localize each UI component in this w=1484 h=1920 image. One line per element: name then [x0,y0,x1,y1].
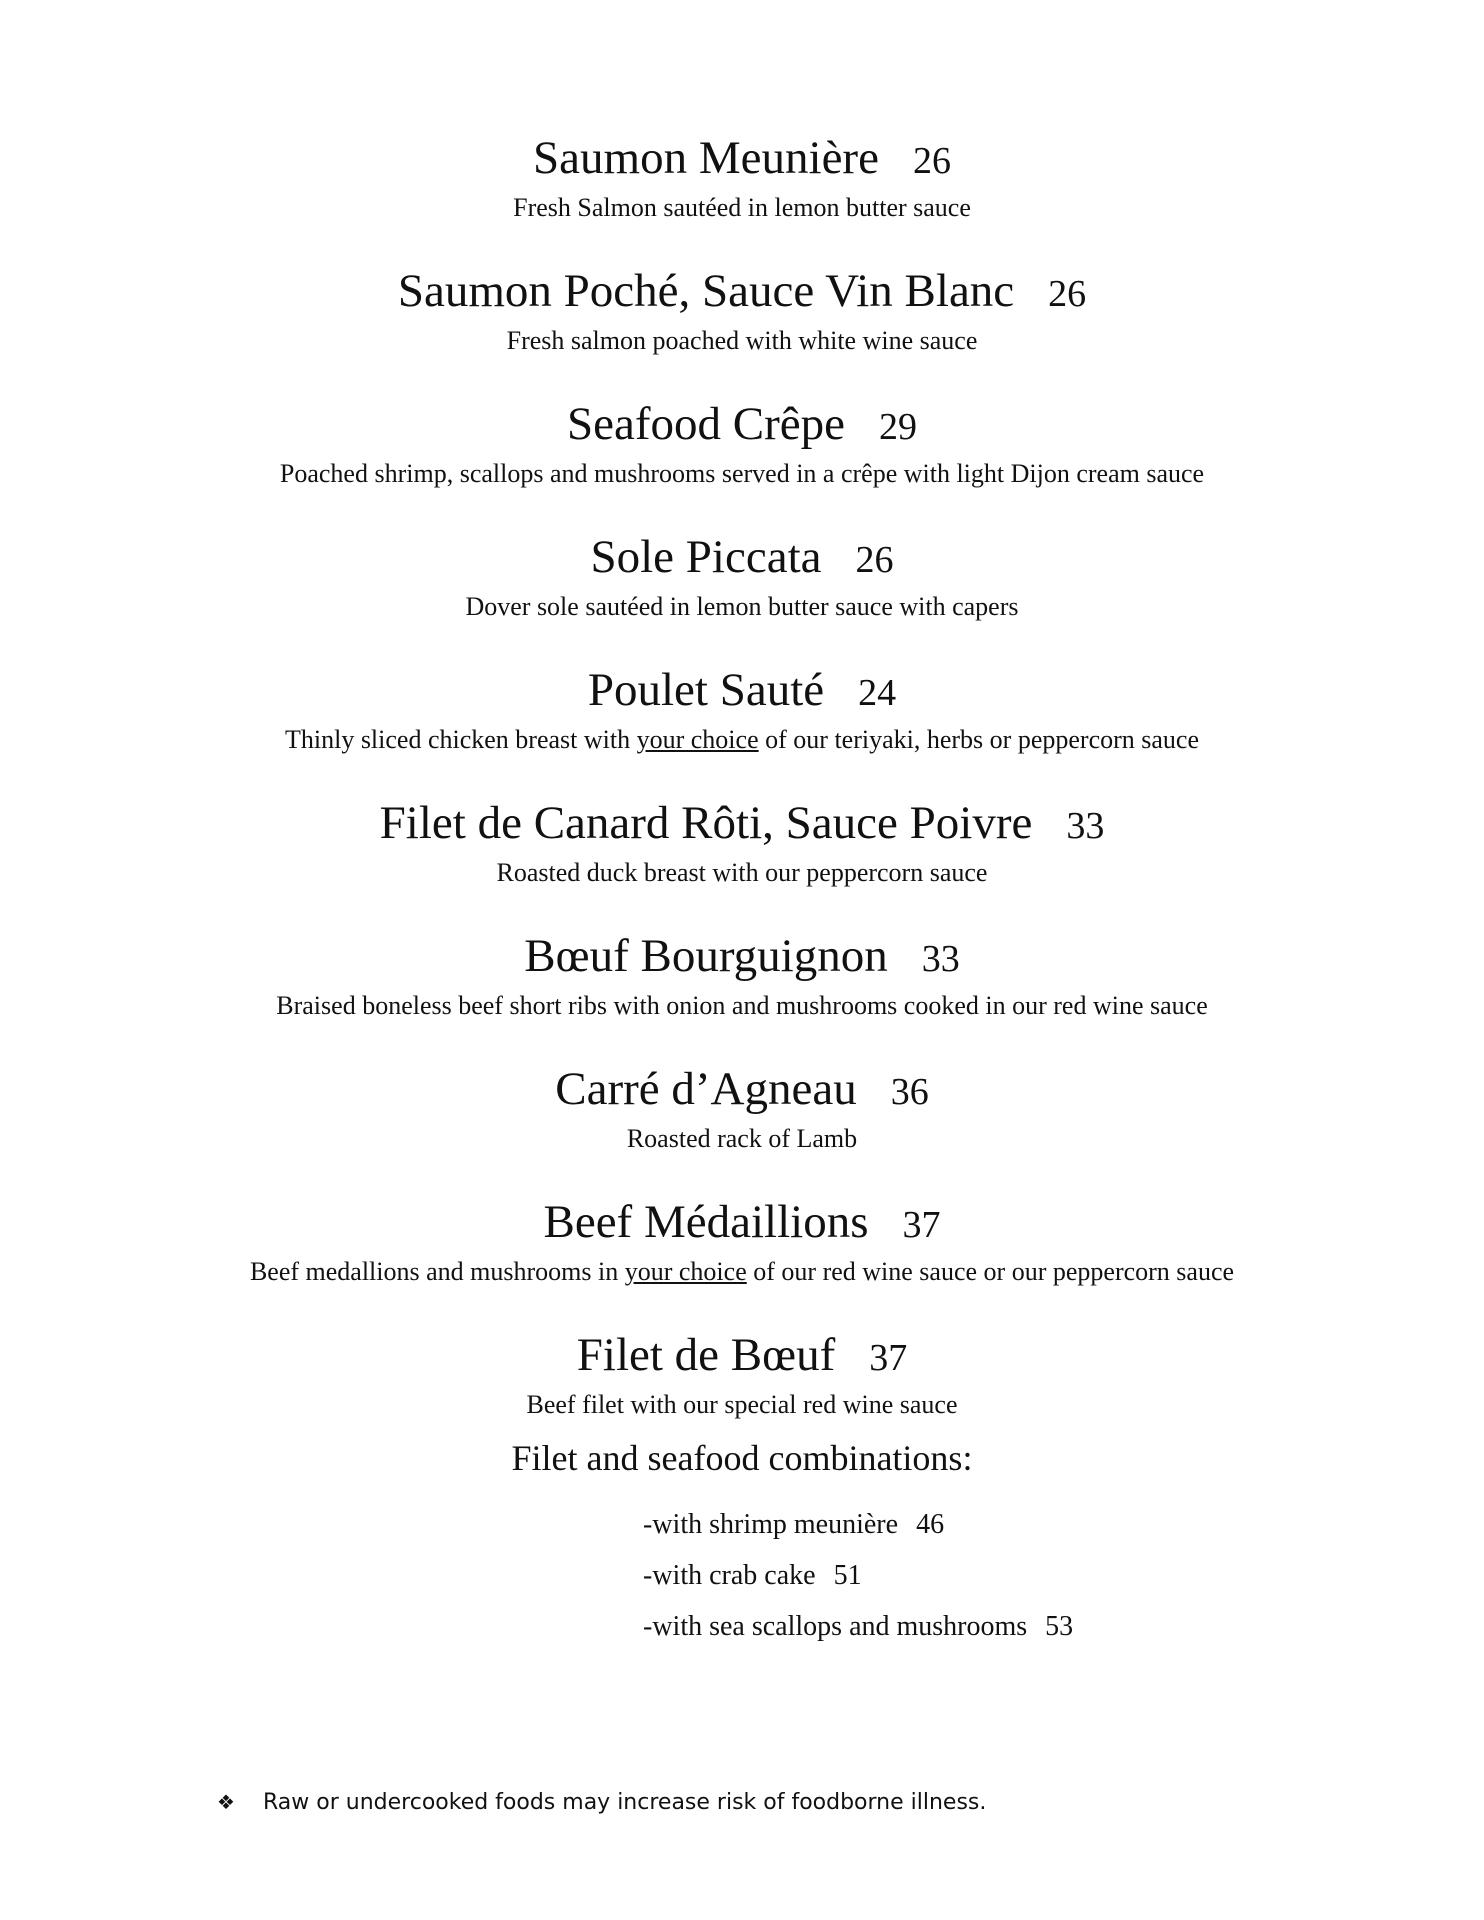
menu-items [0,130,1484,1460]
item-price: 26 [855,539,894,581]
combination-label: -with shrimp meunière [643,1509,899,1540]
item-name: Poulet Sauté [587,664,825,716]
item-description: Beef filet with our special red wine sauce [526,1390,958,1419]
item-description: Poached shrimp, scallops and mushrooms served in a crêpe with light Dijon cream sauce [279,459,1205,488]
item-title-line [0,1327,1484,1386]
description-text: Beef medallions and mushrooms in [249,1257,625,1286]
item-price: 33 [1066,805,1105,847]
item-title-line [0,130,1484,189]
combination-option [643,1601,1073,1652]
description-text: of our red wine sauce or our peppercorn sauce [746,1257,1235,1286]
item-description: Roasted rack of Lamb [626,1124,858,1153]
description-underlined: your choice [636,725,759,754]
item-title-line [0,396,1484,455]
item-description [0,723,1484,757]
combination-option [643,1499,1073,1550]
menu-item [0,396,1484,529]
item-price: 24 [858,672,897,714]
item-title-line [0,1194,1484,1253]
item-title-line [0,662,1484,721]
menu-item [0,795,1484,928]
menu-item [0,1194,1484,1327]
allergy-footnote [217,1785,986,1820]
combination-label: -with sea scallops and mushrooms [643,1611,1028,1642]
description-text: Thinly sliced chicken breast with [284,725,637,754]
footnote-text: Raw or undercooked foods may increase risk of foodborne illness. [263,1790,987,1815]
item-description: Fresh Salmon sautéed in lemon butter sauce [513,193,971,222]
item-price: 33 [921,938,960,980]
item-price: 37 [869,1337,908,1379]
item-name: Beef Médaillions [543,1196,869,1248]
item-price: 36 [890,1071,929,1113]
item-price: 37 [902,1204,941,1246]
combination-price: 51 [833,1560,862,1591]
combinations-title: Filet and seafood combinations: [511,1438,973,1478]
combination-label: -with crab cake [643,1560,816,1591]
description-underlined: your choice [624,1257,747,1286]
item-description: Fresh salmon poached with white wine sauce [506,326,978,355]
menu-item [0,928,1484,1061]
item-description [0,1255,1484,1289]
item-price: 26 [912,140,951,182]
menu-item [0,130,1484,263]
combination-price: 53 [1045,1611,1074,1642]
diamond-bullet-icon: ❖ [217,1790,235,1814]
item-description: Braised boneless beef short ribs with onion and mushrooms cooked in our red wine sauce [276,991,1208,1020]
item-name: Bœuf Bourguignon [524,930,888,982]
menu-item [0,662,1484,795]
item-description: Roasted duck breast with our peppercorn sauce [496,858,988,887]
menu-item [0,263,1484,396]
item-name: Saumon Poché, Sauce Vin Blanc [397,265,1015,317]
item-name: Carré d’Agneau [555,1063,857,1115]
combinations-list [643,1499,1073,1652]
menu-item [0,1061,1484,1194]
item-title-line [0,529,1484,588]
combination-option [643,1550,1073,1601]
menu-item [0,529,1484,662]
item-title-line [0,795,1484,854]
item-description: Dover sole sautéed in lemon butter sauce with capers [465,592,1019,621]
item-name: Seafood Crêpe [567,398,845,450]
combination-price: 46 [916,1509,945,1540]
description-text: of our teriyaki, herbs or peppercorn sauce [758,725,1199,754]
item-title-line [0,263,1484,322]
item-name: Filet de Canard Rôti, Sauce Poivre [379,797,1033,849]
item-price: 29 [878,406,917,448]
item-title-line [0,1061,1484,1120]
item-price: 26 [1048,273,1087,315]
item-title-line [0,928,1484,987]
item-name: Sole Piccata [590,531,822,583]
item-name: Filet de Bœuf [576,1329,836,1381]
item-name: Saumon Meunière [533,132,879,184]
